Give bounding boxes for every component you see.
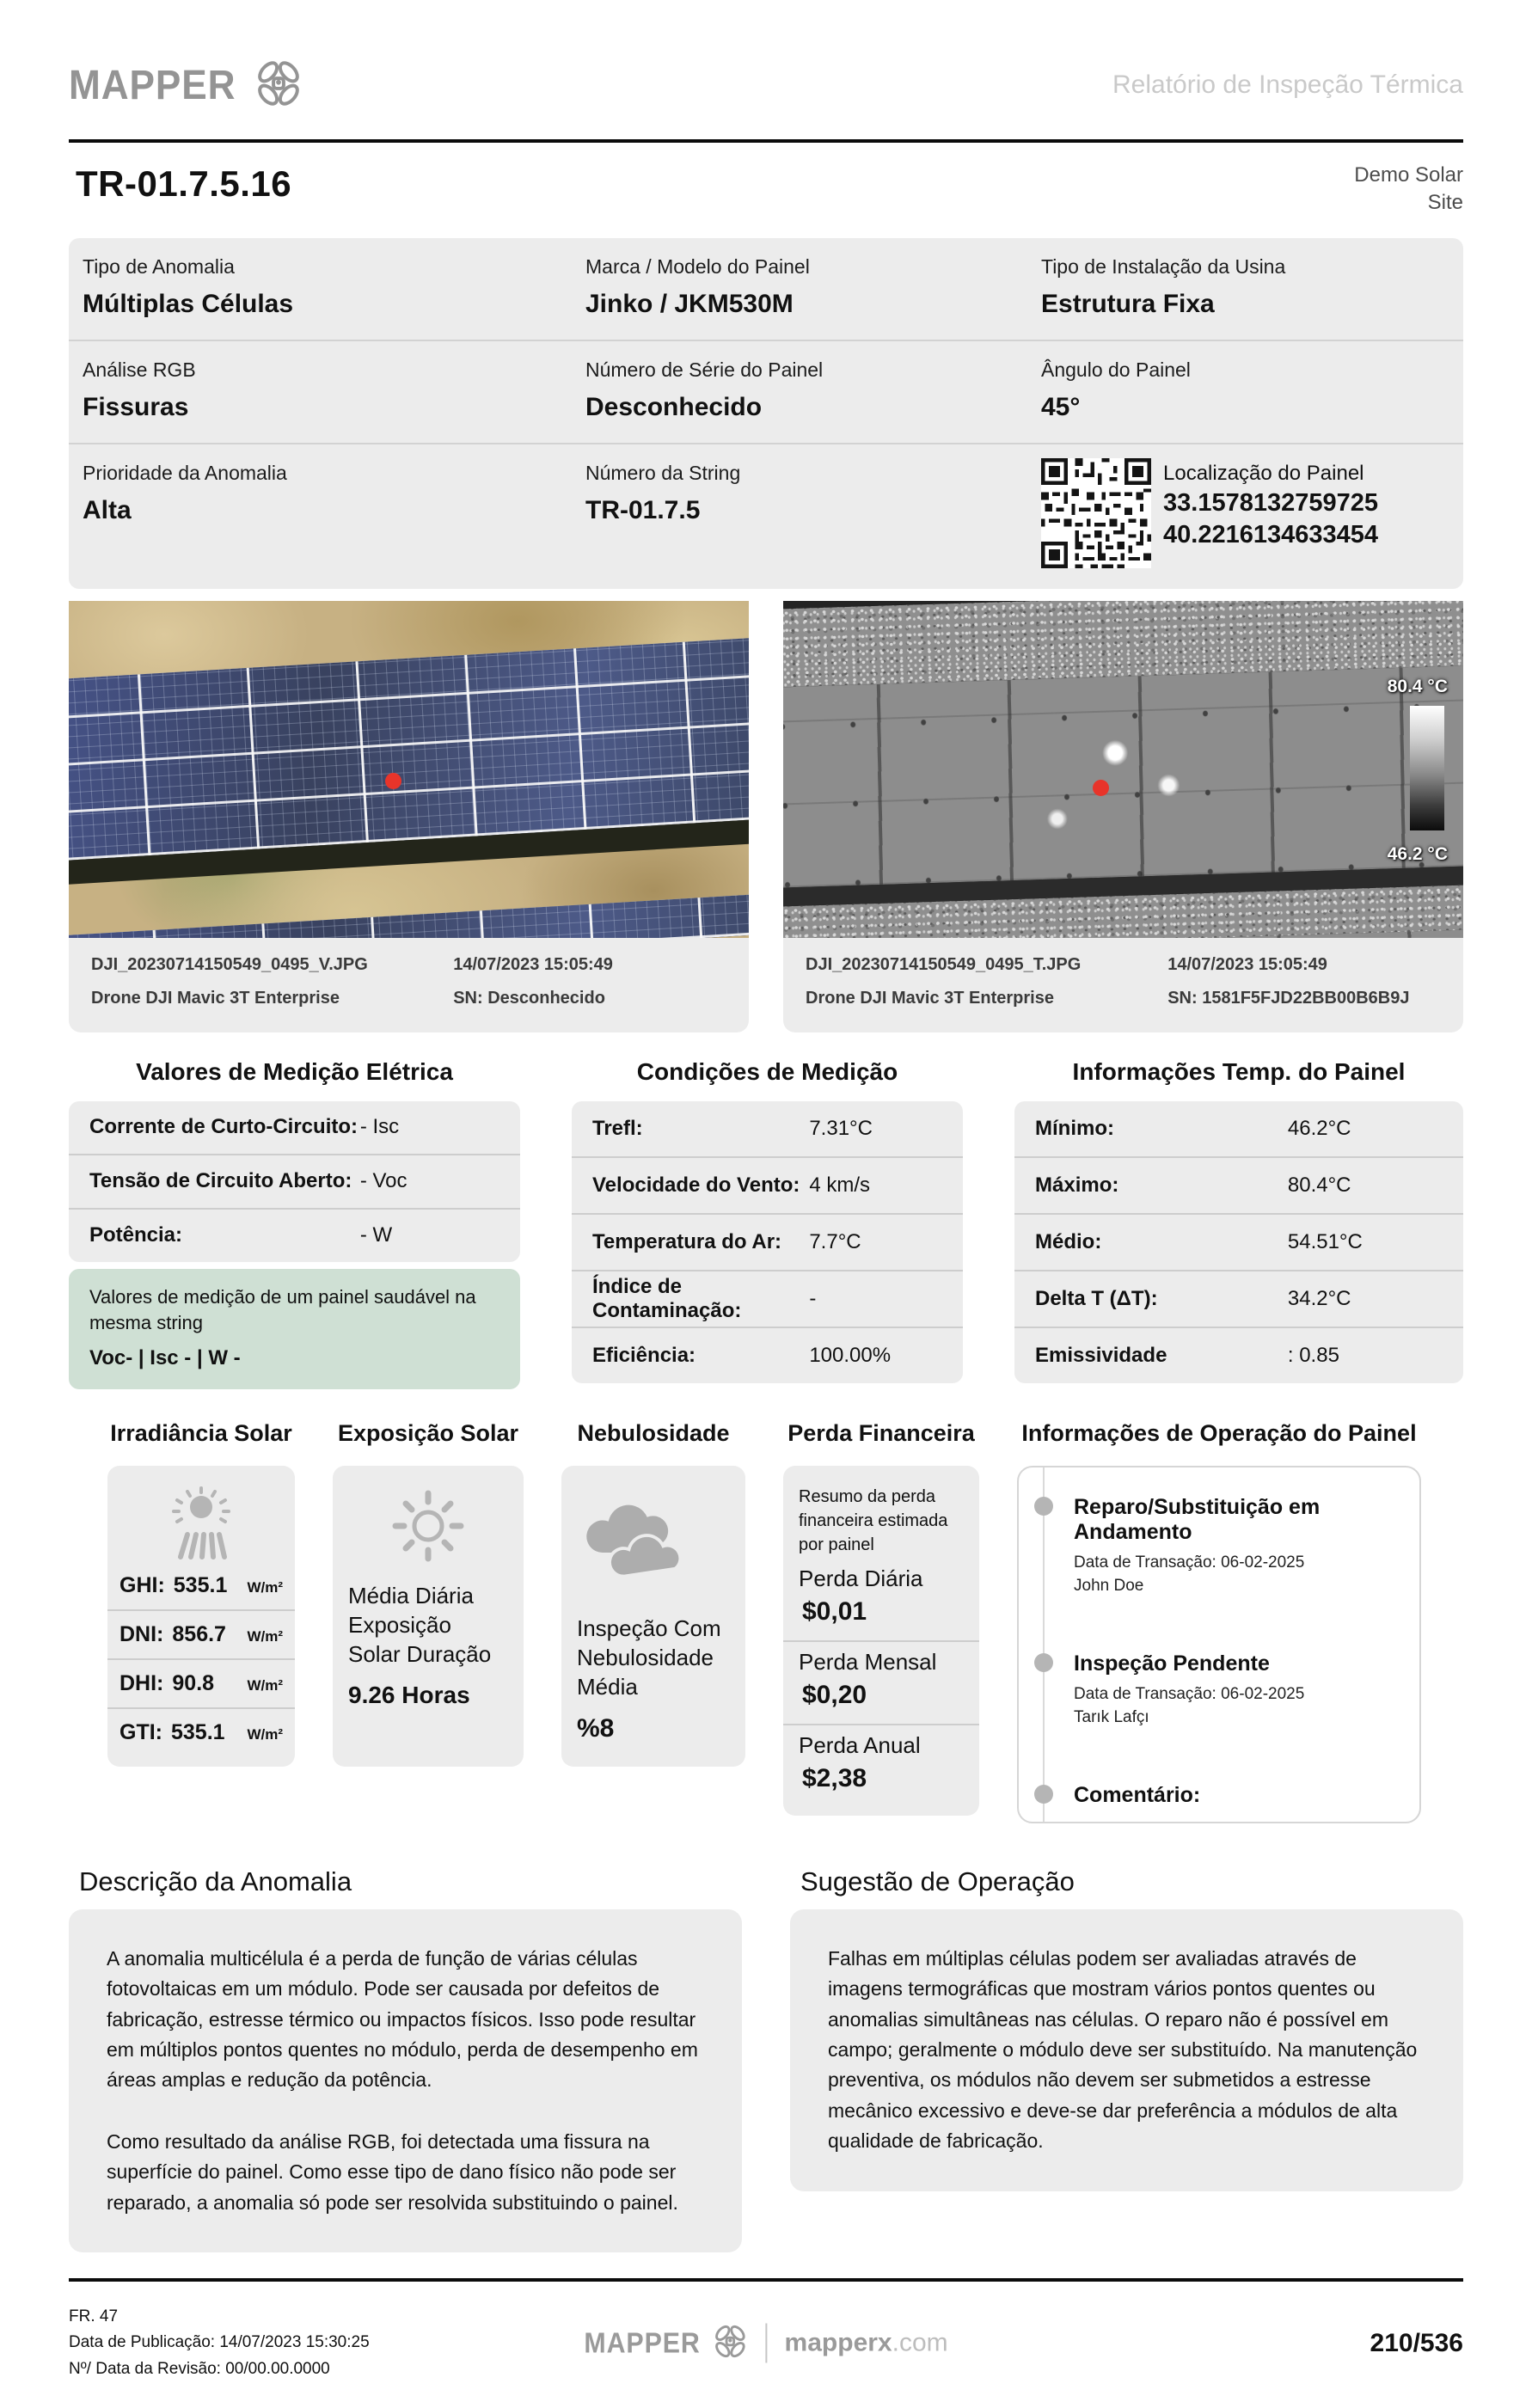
meta-value: Múltiplas Células bbox=[83, 289, 294, 318]
measure-value: 100.00% bbox=[809, 1343, 892, 1367]
footer-brand bbox=[584, 2323, 947, 2363]
temperature-scale bbox=[1345, 671, 1448, 870]
financial-row bbox=[783, 1559, 979, 1640]
inspection-images bbox=[69, 601, 1463, 1032]
measure-row bbox=[1014, 1101, 1463, 1156]
panel-temp-title: Informações Temp. do Painel bbox=[1072, 1057, 1406, 1085]
electrical-title: Valores de Medição Elétrica bbox=[136, 1057, 453, 1085]
measure-label: Trefl: bbox=[592, 1116, 643, 1140]
description-paragraph: Como resultado da análise RGB, foi detectada uma fissura na superfície do painel. Como esse tipo de dano físico não pode ser reparado, a anomalia só pode ser resolvida substituindo o painel. bbox=[107, 2129, 678, 2214]
measure-label: Potência: bbox=[89, 1223, 183, 1247]
location-latitude: 33.1578132759725 bbox=[1163, 488, 1378, 517]
measure-value: : 0.85 bbox=[1287, 1343, 1339, 1367]
meta-value: Fissuras bbox=[83, 392, 189, 421]
financial-card bbox=[783, 1466, 979, 1816]
suggestion-title: Sugestão de Operação bbox=[800, 1866, 1075, 1896]
meta-field-priority bbox=[83, 462, 585, 568]
measure-value: - W bbox=[359, 1223, 393, 1247]
thermal-drone-model: Drone DJI Mavic 3T Enterprise bbox=[806, 988, 1054, 1008]
meta-label: Análise RGB bbox=[83, 358, 196, 381]
rgb-aerial-image bbox=[69, 601, 749, 938]
meta-field-string-number bbox=[585, 462, 1041, 568]
financial-value: $2,38 bbox=[802, 1763, 867, 1792]
meta-label: Marca / Modelo do Painel bbox=[585, 254, 810, 278]
clouds-icon bbox=[561, 1466, 745, 1595]
timeline-line bbox=[1043, 1467, 1045, 1822]
measure-label: Velocidade do Vento: bbox=[592, 1173, 800, 1197]
footer-publication-date: Data de Publicação: 14/07/2023 15:30:25 bbox=[69, 2333, 370, 2352]
electrical-column bbox=[69, 1058, 520, 1389]
irradiance-value: 90.8 bbox=[172, 1670, 215, 1695]
meta-value: Estrutura Fixa bbox=[1041, 289, 1215, 318]
measure-label: Corrente de Curto-Circuito: bbox=[89, 1115, 358, 1139]
operations-timeline bbox=[1017, 1466, 1421, 1823]
entry-person: John Doe bbox=[1074, 1577, 1144, 1596]
measure-value: 7.31°C bbox=[809, 1116, 873, 1140]
healthy-panel-note bbox=[69, 1269, 520, 1389]
meta-label: Número da String bbox=[585, 461, 741, 484]
measure-row bbox=[69, 1208, 520, 1262]
anomaly-marker-dot bbox=[1093, 780, 1109, 796]
rgb-image-card bbox=[69, 601, 749, 1032]
anomaly-meta-grid bbox=[69, 238, 1463, 589]
irradiance-value: 856.7 bbox=[172, 1621, 226, 1646]
description-box bbox=[69, 1909, 742, 2252]
page-number: 210/536 bbox=[1370, 2328, 1463, 2357]
meta-field-plant-type bbox=[1041, 255, 1446, 319]
location-label: Localização do Painel bbox=[1163, 461, 1364, 485]
financial-column bbox=[783, 1420, 979, 1823]
footer-divider bbox=[69, 2278, 1463, 2282]
exposure-value: 9.26 Horas bbox=[348, 1681, 470, 1708]
measure-row bbox=[69, 1101, 520, 1154]
measure-value: - Voc bbox=[359, 1169, 408, 1193]
exposure-text: Média Diária Exposição Solar Duração bbox=[348, 1582, 492, 1668]
meta-field-anomaly-type bbox=[83, 255, 585, 319]
financial-label: Perda Mensal bbox=[799, 1648, 937, 1675]
entry-title: Comentário: bbox=[1074, 1782, 1201, 1807]
header-divider bbox=[69, 139, 1463, 143]
irradiance-title: Irradiância Solar bbox=[110, 1419, 292, 1446]
website-tld: .com bbox=[892, 2328, 948, 2357]
thermal-image-card bbox=[783, 601, 1463, 1032]
scale-min-label: 46.2 °C bbox=[1387, 844, 1448, 865]
exposure-column bbox=[333, 1420, 524, 1823]
suggestion-paragraph: Falhas em múltiplas células podem ser avaliadas através de imagens termográficas que mostram vários pontos quentes ou anomalias simultâneas nas células. O reparo não é possível em campo; geralmente o módulo deve ser substituído. Na manutenção preventiva, os módulos não devem ser submetidos a estresse mecânico excessivo e deve-se dar preferência a módulos de alta qualidade de fabricação. bbox=[828, 1946, 1418, 2153]
footer-website bbox=[785, 2329, 948, 2358]
rgb-drone-model: Drone DJI Mavic 3T Enterprise bbox=[91, 988, 340, 1008]
operation-suggestion-section bbox=[790, 1866, 1463, 2252]
title-row bbox=[69, 160, 1463, 218]
thermal-serial: SN: 1581F5FJD22BB00B6B9J bbox=[1167, 988, 1410, 1008]
panel-temp-box bbox=[1014, 1101, 1463, 1383]
thermal-datetime: 14/07/2023 15:05:49 bbox=[1167, 954, 1327, 974]
timeline-dot-icon bbox=[1034, 1497, 1053, 1516]
irradiance-value: 535.1 bbox=[173, 1572, 228, 1597]
measure-row bbox=[572, 1270, 963, 1327]
measure-row bbox=[1014, 1270, 1463, 1327]
report-title: Relatório de Inspeção Térmica bbox=[1112, 70, 1463, 99]
conditions-column bbox=[572, 1058, 963, 1389]
panel-temp-column bbox=[1014, 1058, 1463, 1389]
irradiance-unit: W/m² bbox=[247, 1627, 283, 1645]
page-header bbox=[69, 34, 1463, 136]
panel-location bbox=[1041, 458, 1446, 568]
entry-meta bbox=[1074, 1551, 1404, 1598]
footer-revision: Nº/ Data da Revisão: 00/00.00.0000 bbox=[69, 2359, 330, 2378]
measure-label: Tensão de Circuito Aberto: bbox=[89, 1169, 352, 1193]
measure-row bbox=[1014, 1156, 1463, 1213]
meta-value: Alta bbox=[83, 495, 132, 524]
healthy-note-text: Valores de medição de um painel saudável na mesma string bbox=[89, 1285, 476, 1334]
meta-label: Prioridade da Anomalia bbox=[83, 461, 287, 484]
rgb-image-caption bbox=[69, 938, 749, 1032]
text-sections bbox=[69, 1866, 1463, 2252]
location-longitude: 40.2216134633454 bbox=[1163, 520, 1378, 548]
meta-label: Número de Série do Painel bbox=[585, 358, 824, 381]
timeline-entry bbox=[1074, 1651, 1404, 1730]
measure-label: Eficiência: bbox=[592, 1343, 696, 1367]
electrical-box bbox=[69, 1101, 520, 1262]
measure-label: Emissividade bbox=[1035, 1343, 1167, 1367]
cloudiness-column bbox=[561, 1420, 745, 1823]
footer-logo-divider bbox=[766, 2324, 768, 2363]
timeline-entry bbox=[1074, 1783, 1404, 1808]
footer-meta bbox=[69, 2304, 370, 2382]
timeline-dot-icon bbox=[1034, 1785, 1053, 1804]
irradiance-unit: W/m² bbox=[247, 1578, 283, 1596]
cloudiness-card bbox=[561, 1466, 745, 1767]
meta-value: Jinko / JKM530M bbox=[585, 289, 794, 318]
irradiance-label: GTI: bbox=[119, 1719, 162, 1744]
rgb-serial: SN: Desconhecido bbox=[453, 988, 605, 1008]
thermal-image-caption bbox=[783, 938, 1463, 1032]
measure-label: Índice de Contaminação: bbox=[592, 1274, 742, 1322]
entry-title: Inspeção Pendente bbox=[1074, 1651, 1270, 1676]
irradiance-column bbox=[107, 1420, 295, 1823]
meta-field-rgb-analysis bbox=[83, 358, 585, 422]
meta-row-3 bbox=[69, 443, 1463, 589]
financial-row bbox=[783, 1724, 979, 1807]
measure-value: - Isc bbox=[359, 1115, 400, 1139]
website-name: mapperx bbox=[784, 2328, 892, 2357]
irradiance-card bbox=[107, 1466, 295, 1767]
solar-panel-row-partial bbox=[69, 892, 749, 938]
irradiance-label: DNI: bbox=[119, 1621, 164, 1646]
meta-value: Desconhecido bbox=[585, 392, 763, 421]
measure-row bbox=[572, 1101, 963, 1156]
timeline-dot-icon bbox=[1034, 1653, 1053, 1672]
measure-value: 54.51°C bbox=[1287, 1229, 1363, 1253]
rgb-datetime: 14/07/2023 15:05:49 bbox=[453, 954, 613, 974]
environment-cards bbox=[69, 1420, 1463, 1823]
entry-person: Tarık Lafçı bbox=[1074, 1708, 1149, 1727]
description-title: Descrição da Anomalia bbox=[79, 1866, 352, 1896]
drone-icon bbox=[254, 58, 303, 113]
irradiance-row bbox=[107, 1562, 295, 1609]
financial-row bbox=[783, 1640, 979, 1724]
irradiance-row bbox=[107, 1609, 295, 1658]
cloudiness-title: Nebulosidade bbox=[577, 1419, 730, 1446]
meta-value: 45° bbox=[1041, 392, 1081, 421]
meta-row-2 bbox=[69, 340, 1463, 443]
exposure-title: Exposição Solar bbox=[337, 1419, 519, 1446]
exposure-card bbox=[333, 1466, 524, 1767]
measure-label: Temperatura do Ar: bbox=[592, 1229, 782, 1253]
meta-label: Ângulo do Painel bbox=[1041, 358, 1191, 381]
measure-row bbox=[69, 1154, 520, 1208]
meta-label: Tipo de Instalação da Usina bbox=[1041, 254, 1286, 278]
measure-row bbox=[1014, 1327, 1463, 1383]
measure-value: 4 km/s bbox=[809, 1173, 871, 1197]
footer-fr: FR. 47 bbox=[69, 2307, 119, 2326]
irradiance-label: GHI: bbox=[119, 1572, 165, 1597]
temperature-gradient-bar bbox=[1410, 706, 1444, 830]
irradiance-unit: W/m² bbox=[247, 1676, 283, 1694]
measure-row bbox=[1014, 1213, 1463, 1270]
qr-code bbox=[1041, 458, 1151, 568]
measure-value: 34.2°C bbox=[1287, 1286, 1351, 1310]
financial-summary: Resumo da perda financeira estimada por painel bbox=[799, 1486, 948, 1554]
operations-column bbox=[1017, 1420, 1421, 1823]
suggestion-box bbox=[790, 1909, 1463, 2191]
site-name: Demo Solar Site bbox=[1354, 163, 1463, 215]
rgb-filename: DJI_20230714150549_0495_V.JPG bbox=[91, 954, 368, 974]
operations-title: Informações de Operação do Painel bbox=[1021, 1419, 1417, 1446]
meta-field-panel-model bbox=[585, 255, 1041, 319]
financial-title: Perda Financeira bbox=[787, 1419, 975, 1446]
financial-value: $0,01 bbox=[802, 1596, 867, 1626]
measure-value: - bbox=[809, 1286, 817, 1310]
entry-date: Data de Transação: 06-02-2025 bbox=[1074, 1684, 1305, 1703]
logo-text: MAPPER bbox=[69, 62, 236, 108]
meta-value: TR-01.7.5 bbox=[585, 495, 701, 524]
measure-value: 80.4°C bbox=[1287, 1173, 1351, 1197]
meta-field-serial-number bbox=[585, 358, 1041, 422]
healthy-note-values: Voc- | Isc - | W - bbox=[89, 1345, 241, 1369]
drone-icon bbox=[713, 2323, 749, 2363]
scale-max-label: 80.4 °C bbox=[1387, 677, 1448, 697]
cloudiness-text: Inspeção Com Nebulosidade Média bbox=[577, 1615, 721, 1700]
irradiance-row bbox=[107, 1658, 295, 1707]
anomaly-description-section bbox=[69, 1866, 742, 2252]
measure-row bbox=[572, 1213, 963, 1270]
anomaly-marker-dot bbox=[385, 773, 401, 789]
entry-date: Data de Transação: 06-02-2025 bbox=[1074, 1553, 1305, 1572]
financial-label: Perda Anual bbox=[799, 1731, 921, 1758]
timeline-entry bbox=[1074, 1495, 1404, 1598]
measure-label: Mínimo: bbox=[1035, 1116, 1114, 1140]
description-paragraph: A anomalia multicélula é a perda de função de várias células fotovoltaicas em um módulo. Pode ser causada por defeitos de fabricação, estresse térmico ou impactos físicos. Isso pode resultar em múltiplos pontos quentes no módulo, perda de desempenho em áreas amplas e redução da potência. bbox=[107, 1946, 698, 2092]
financial-label: Perda Diária bbox=[799, 1565, 923, 1591]
irradiance-value: 535.1 bbox=[171, 1719, 225, 1744]
measure-label: Delta T (ΔT): bbox=[1035, 1286, 1158, 1310]
measure-label: Máximo: bbox=[1035, 1173, 1119, 1197]
logo-text: MAPPER bbox=[584, 2326, 701, 2359]
financial-value: $0,20 bbox=[802, 1680, 867, 1709]
measure-value: 46.2°C bbox=[1287, 1116, 1351, 1140]
measurements-section bbox=[69, 1058, 1463, 1389]
irradiance-label: DHI: bbox=[119, 1670, 164, 1695]
meta-label: Tipo de Anomalia bbox=[83, 254, 235, 278]
report-id: TR-01.7.5.16 bbox=[76, 163, 292, 204]
measure-row bbox=[572, 1156, 963, 1213]
irradiance-row bbox=[107, 1707, 295, 1756]
panel-location-text bbox=[1163, 458, 1378, 551]
measure-label: Médio: bbox=[1035, 1229, 1102, 1253]
conditions-box bbox=[572, 1101, 963, 1383]
measure-value: 7.7°C bbox=[809, 1229, 861, 1253]
entry-title: Reparo/Substituição em Andamento bbox=[1074, 1494, 1321, 1544]
entry-meta bbox=[1074, 1682, 1404, 1730]
irradiance-unit: W/m² bbox=[247, 1725, 283, 1743]
rgb-panel-rows bbox=[69, 601, 749, 938]
thermal-filename: DJI_20230714150549_0495_T.JPG bbox=[806, 954, 1082, 974]
sun-rays-icon bbox=[107, 1466, 295, 1562]
sun-outline-icon bbox=[333, 1466, 524, 1562]
meta-field-panel-angle bbox=[1041, 358, 1446, 422]
cloudiness-value: %8 bbox=[577, 1713, 615, 1743]
page-footer bbox=[69, 2304, 1463, 2382]
mapperx-logo bbox=[69, 58, 303, 113]
meta-row-1 bbox=[69, 238, 1463, 340]
conditions-title: Condições de Medição bbox=[636, 1057, 898, 1085]
mapperx-footer-logo bbox=[584, 2323, 748, 2363]
thermal-image bbox=[783, 601, 1463, 938]
measure-row bbox=[572, 1327, 963, 1383]
